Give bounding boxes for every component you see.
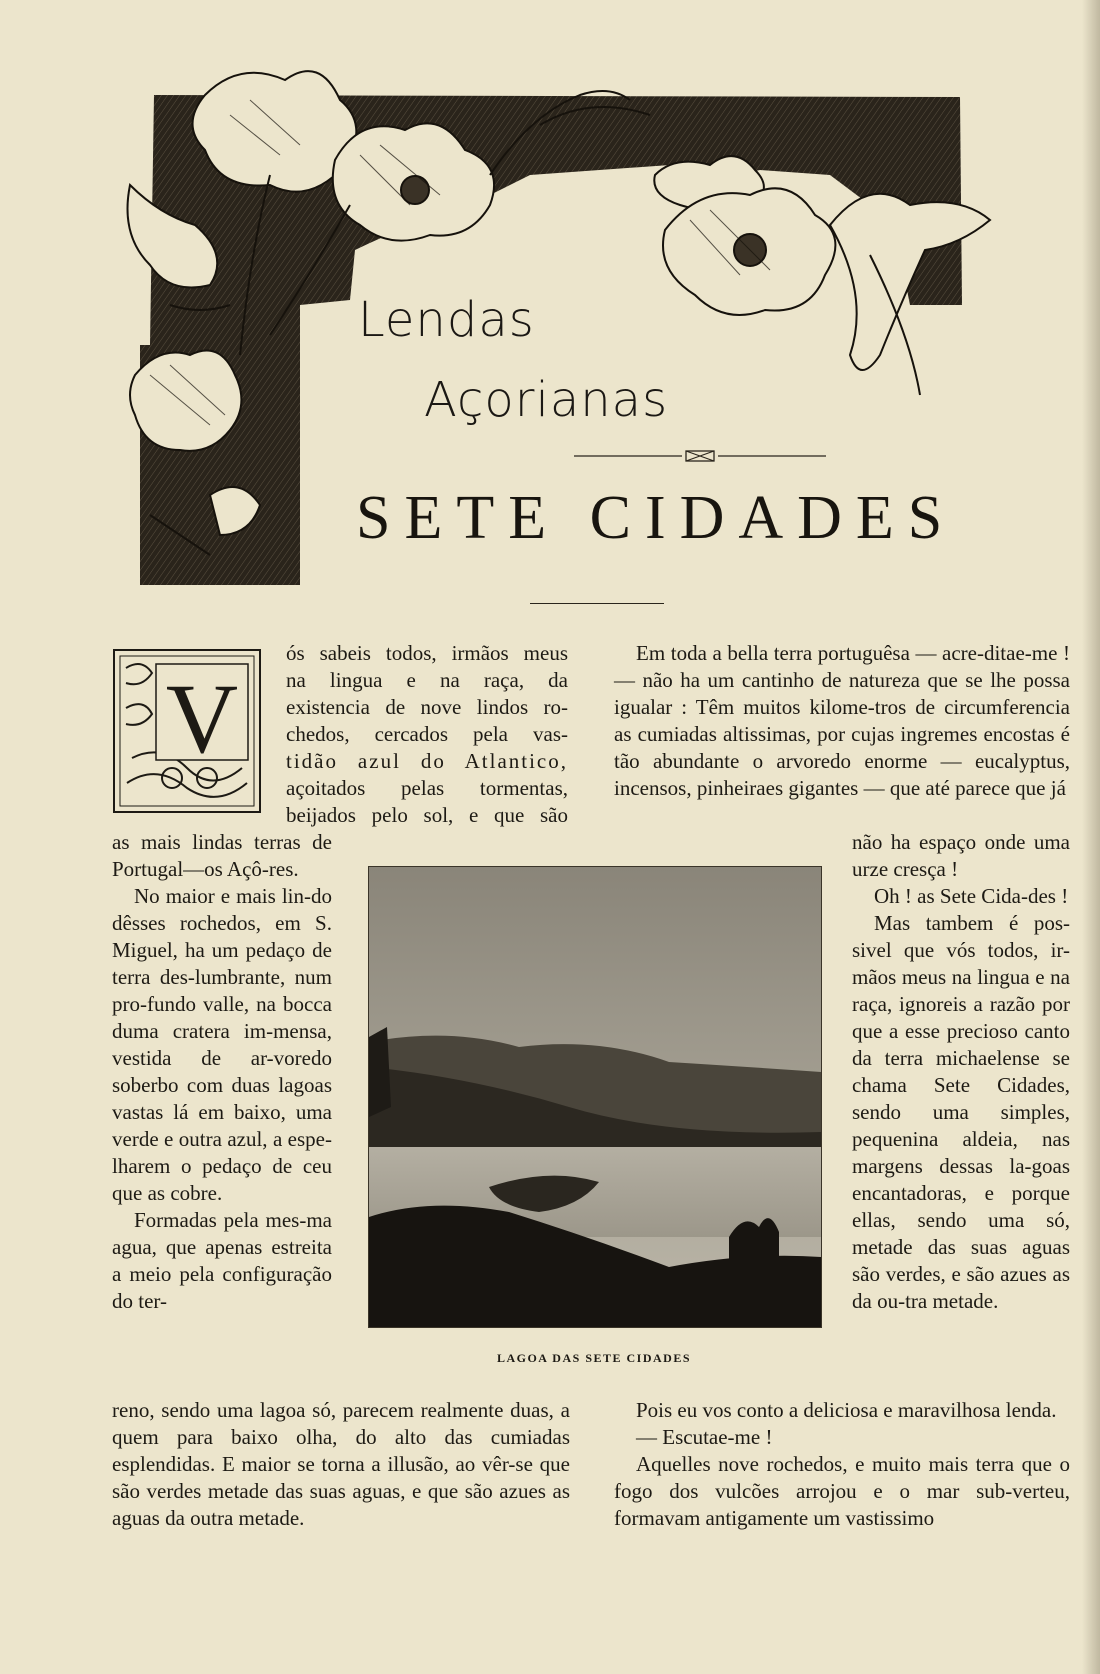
column1-narrow xyxy=(112,829,332,1315)
paragraph: reno, sendo uma lagoa só, parecem realmente duas, a quem para baixo olha, do alto das cumiadas esplendidas. E maior se torna a illusão, ao vêr-se que são verdes metade das suas aguas, e que são azues as aguas da outra metade. xyxy=(112,1398,570,1530)
paragraph: Em toda a bella terra portuguêsa — acre-ditae-me ! — não ha um cantinho de natureza que se lhe possa igualar : Têm muitos kilome-tros de circumferencia as cumiadas altissimas, por cujas ingremes encostas é tão abundante o arvoredo enorme — eucalyptus, incensos, pinheiraes gigantes — que até parece que já xyxy=(614,641,1070,800)
title-rule xyxy=(530,603,664,604)
intro-line: açoitados pelas tormentas, xyxy=(286,776,568,800)
paragraph: — Escutae-me ! xyxy=(636,1425,773,1449)
page-edge-shadow xyxy=(1082,0,1100,1674)
main-title: SETE CIDADES xyxy=(356,484,957,552)
title-line-1: Lendas xyxy=(358,292,535,348)
column2-narrow xyxy=(852,829,1070,1315)
paragraph: não ha espaço onde uma urze cresça ! xyxy=(852,830,1070,881)
intro-line: existencia de nove lindos ro- xyxy=(286,695,568,719)
photo-caption: LAGOA DAS SETE CIDADES xyxy=(496,1351,692,1365)
intro-block xyxy=(286,640,568,829)
title-line-2: Açorianas xyxy=(424,372,669,428)
dropcap-ornament xyxy=(112,648,262,814)
paragraph: No maior e mais lin-do dêsses rochedos, em S. Miguel, ha um pedaço de terra des-lumbrante, num pro-fundo valle, na bocca duma cratera im-mensa, vestida de ar-voredo soberbo com duas lagoas vastas lá em baixo, uma verde e outra azul, a espe-lharem o pedaço de ceu que as cobre. xyxy=(112,884,332,1205)
paragraph: Pois eu vos conto a deliciosa e maravilhosa lenda. xyxy=(636,1398,1057,1422)
intro-line: chedos, cercados pela vas- xyxy=(286,722,568,746)
title-divider-ornament xyxy=(574,448,826,464)
intro-line: ós sabeis todos, irmãos meus xyxy=(286,641,568,665)
intro-line: tidão azul do Atlantico, xyxy=(286,749,568,773)
paragraph: Formadas pela mes-ma agua, que apenas estreita a meio pela configuração do ter- xyxy=(112,1208,332,1313)
intro-line: beijados pelo sol, e que são xyxy=(286,803,568,827)
column2-bottom xyxy=(614,1397,1070,1532)
paragraph: Mas tambem é pos-sivel que vós todos, ir-mãos meus na lingua e na raça, ignoreis a razão por que a esse precioso canto da terra michaelense se chama Sete Cidades, sendo uma simples, pequenina aldeia, nas margens dessas la-goas encantadoras, e porque ellas, sendo uma só, metade das suas aguas são verdes, e são azues as da ou-tra metade. xyxy=(852,911,1070,1313)
paragraph: Oh ! as Sete Cida-des ! xyxy=(874,884,1069,908)
column1-bottom xyxy=(112,1397,570,1532)
lake-photo xyxy=(368,866,822,1328)
column2-top xyxy=(614,640,1070,802)
paragraph: as mais lindas terras de Portugal—os Açô-res. xyxy=(112,830,332,881)
intro-line: na lingua e na raça, da xyxy=(286,668,568,692)
paragraph: Aquelles nove rochedos, e muito mais terra que o fogo dos vulcões arrojou e o mar sub-verteu, formavam antigamente um vastissimo xyxy=(614,1452,1070,1530)
dropcap-letter: V xyxy=(165,663,239,774)
